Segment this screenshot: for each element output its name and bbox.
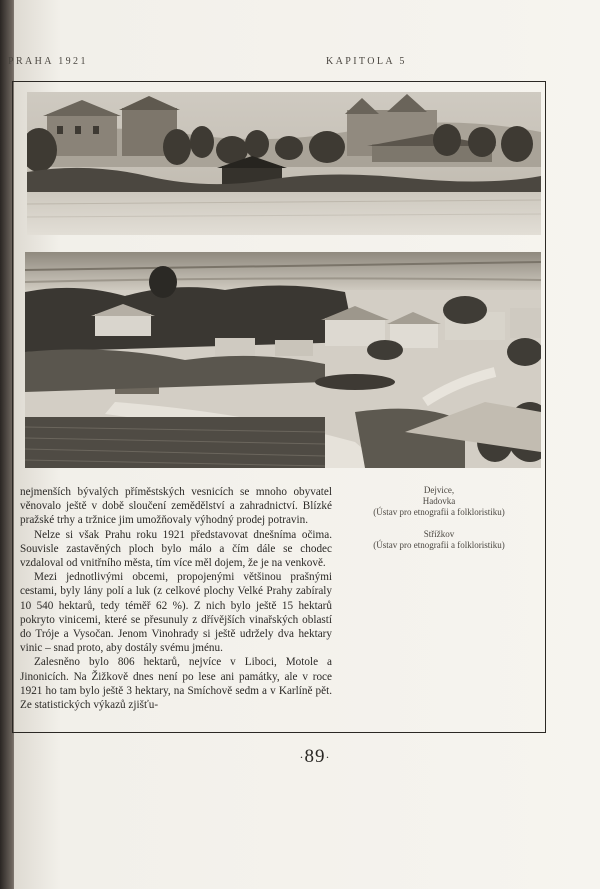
caption-line: Hadovka <box>422 496 456 506</box>
running-head-left: PRAHA 1921 <box>8 56 88 67</box>
photo-strizkov-image <box>25 252 541 468</box>
page-number <box>280 746 350 768</box>
body-paragraph: Nelze si však Prahu roku 1921 představovat dnešníma očima. Souvisle zastavěných ploch bylo málo a čím dále se chodec vzdaloval od vnitřního města, tím více měl dojem, že je na venkově. <box>20 528 332 570</box>
caption-dejvice-hadovka <box>350 485 528 518</box>
caption-line: Dejvice, <box>423 485 455 495</box>
photo-captions <box>350 485 528 562</box>
caption-credit: (Ústav pro etnografii a folkloristiku) <box>373 507 505 517</box>
caption-line: Střížkov <box>423 529 455 539</box>
photo-dejvice-hadovka-image <box>27 92 541 235</box>
body-paragraph: nejmenších bývalých příměstských vesnicích se mnoho obyvatel věnovalo ještě v době sloučení zemědělství a zahradnictví. Blízké pražské trhy a tržnice jim umožňovaly výhodný prodej potravin. <box>20 486 332 527</box>
photo-strizkov <box>25 252 541 468</box>
caption-credit: (Ústav pro etnografii a folkloristiku) <box>373 540 505 550</box>
page-number-dot-right: · <box>325 750 331 765</box>
page-number-value: 89 <box>304 746 326 767</box>
body-paragraph: Mezi jednotlivými obcemi, propojenými většinou prašnými cestami, byly lány polí a luk (z celkové plochy Velké Prahy zabíraly 10 540 hektarů, tedy téměř 62 %). Z nich bylo ještě 15 hektarů pokryto vinicemi, které se přesunuly z dřívějších vinařských oblastí do Tróje a Vysočan. Jenom Vinohrady si ještě udržely dva hektary vinic – snad proto, aby dostály svému jménu. <box>20 571 332 655</box>
page-number-dot-left: · <box>299 750 305 765</box>
photo-dejvice-hadovka <box>27 92 541 235</box>
caption-strizkov <box>350 529 528 551</box>
body-paragraph: Zalesněno bylo 806 hektarů, nejvíce v Liboci, Motole a Jinonicích. Na Žižkově dnes není po lese ani památky, ale v roce 1921 ho tam bylo ještě 3 hektary, na Smíchově sedm a v Karlíně pět. Ze statistických výkazů zjišťu- <box>20 656 332 712</box>
running-head-right: KAPITOLA 5 <box>326 56 407 67</box>
body-text-column <box>20 485 332 712</box>
